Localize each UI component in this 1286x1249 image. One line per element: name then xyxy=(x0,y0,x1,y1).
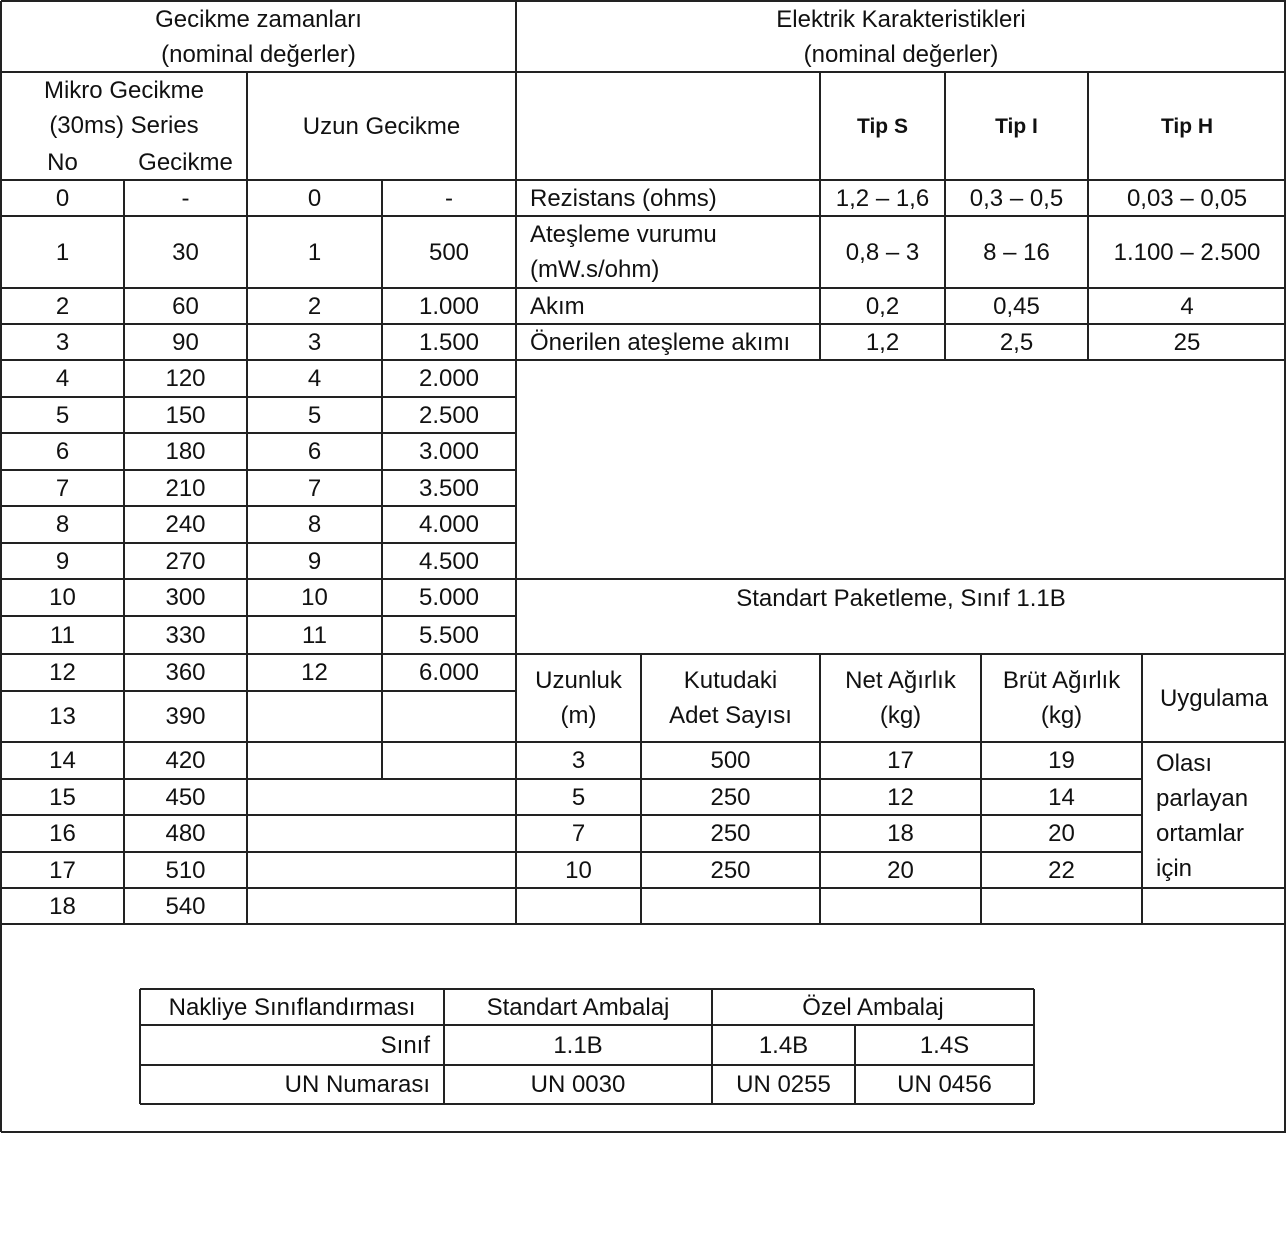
long-delay-cell: 4.000 xyxy=(418,511,480,538)
micro-delay-cell: 240 xyxy=(165,511,206,538)
electrical-title: Elektrik Karakteristikleri (nominal değerler) xyxy=(776,5,1026,68)
electrical-cell: 25 xyxy=(1173,328,1201,356)
packaging-title: Standart Paketleme, Sınıf 1.1B xyxy=(736,584,1066,612)
micro-delay-cell: 150 xyxy=(165,401,206,429)
micro-delay-cell: 480 xyxy=(165,820,206,847)
packaging-cell: 17 xyxy=(887,747,914,774)
delays-title: Gecikme zamanları (nominal değerler) xyxy=(155,5,362,68)
micro-no-cell: 5 xyxy=(55,401,70,429)
packaging-cell: 12 xyxy=(887,783,914,811)
micro-no-cell: 15 xyxy=(49,783,76,811)
long-no-cell: 3 xyxy=(307,328,322,356)
long-delay-cell: 2.000 xyxy=(418,365,480,392)
long-delay-cell: 3.000 xyxy=(418,438,480,465)
long-no-cell: 7 xyxy=(307,474,322,502)
long-delay-cell: 3.500 xyxy=(418,474,480,502)
packaging-cell: 500 xyxy=(710,747,751,774)
type-h-header: Tip H xyxy=(1160,114,1214,138)
type-i-header: Tip I xyxy=(995,114,1038,138)
electrical-cell: 0,2 xyxy=(865,292,900,320)
micro-delay-cell: - xyxy=(181,184,190,212)
micro-no-cell: 13 xyxy=(49,703,76,730)
long-no-cell: 2 xyxy=(307,292,322,320)
packaging-cell: 5 xyxy=(571,783,586,811)
electrical-cell: 0,45 xyxy=(993,292,1040,320)
micro-delay-cell: 120 xyxy=(165,365,206,392)
electrical-cell: 4 xyxy=(1180,292,1194,320)
electrical-row-label: Önerilen ateşleme akımı xyxy=(530,328,791,356)
micro-no-cell: 17 xyxy=(49,856,76,884)
long-delay-cell: 500 xyxy=(428,238,470,266)
micro-no-cell: 6 xyxy=(55,438,70,465)
packaging-cell: 14 xyxy=(1048,783,1075,811)
packaging-cell: 22 xyxy=(1048,856,1075,884)
electrical-row-label: Rezistans (ohms) xyxy=(530,184,717,212)
long-delay-cell: 5.500 xyxy=(418,621,480,649)
shipping-special-header: Özel Ambalaj xyxy=(802,993,944,1021)
micro-delay-cell: 420 xyxy=(165,747,206,774)
micro-delay-cell: 300 xyxy=(165,584,206,611)
micro-no-cell: 8 xyxy=(55,511,70,538)
long-no-cell: 12 xyxy=(301,659,328,686)
micro-no-cell: 3 xyxy=(55,328,70,356)
micro-delay-cell: 450 xyxy=(165,783,206,811)
long-no-cell: 6 xyxy=(307,438,322,465)
shipping-class-value: 1.4B xyxy=(758,1031,809,1059)
micro-no-cell: 10 xyxy=(49,584,76,611)
shipping-class-label: Sınıf xyxy=(380,1031,430,1059)
packaging-gross-weight-header: Brüt Ağırlık (kg) xyxy=(1002,667,1121,729)
micro-delay-cell: 360 xyxy=(165,659,206,686)
micro-delay-cell: 390 xyxy=(165,703,206,730)
micro-no-cell: 1 xyxy=(55,238,70,266)
micro-no-cell: 12 xyxy=(49,659,76,686)
long-no-cell: 8 xyxy=(307,511,322,538)
long-no-cell: 9 xyxy=(307,547,322,575)
electrical-row-label: Ateşleme vurumu (mW.s/ohm) xyxy=(530,221,717,283)
packaging-cell: 250 xyxy=(710,783,751,811)
long-delay-cell: 2.500 xyxy=(418,401,480,429)
electrical-cell: 1,2 xyxy=(865,328,900,356)
long-no-cell: 1 xyxy=(307,238,322,266)
packaging-cell: 19 xyxy=(1048,747,1075,774)
packaging-length-header: Uzunluk (m) xyxy=(535,667,622,729)
micro-delay-col-header: Gecikme xyxy=(138,148,233,176)
micro-no-cell: 18 xyxy=(49,892,76,920)
micro-no-cell: 11 xyxy=(50,621,75,649)
electrical-cell: 0,8 – 3 xyxy=(845,238,920,266)
shipping-class-value: 1.1B xyxy=(553,1031,603,1059)
micro-no-header: No xyxy=(47,148,78,176)
electrical-cell: 1,2 – 1,6 xyxy=(835,184,930,212)
packaging-net-weight-header: Net Ağırlık (kg) xyxy=(845,667,956,729)
packaging-cell: 20 xyxy=(1048,820,1075,847)
shipping-un-value: UN 0255 xyxy=(736,1071,831,1098)
long-delay-cell: 5.000 xyxy=(418,584,480,611)
packaging-application-text: Olası parlayan ortamlar için xyxy=(1156,750,1249,882)
packaging-cell: 10 xyxy=(565,856,592,884)
long-delay-cell: 6.000 xyxy=(418,659,480,686)
long-delay-cell: 1.000 xyxy=(418,292,480,320)
electrical-cell: 8 – 16 xyxy=(983,238,1050,266)
packaging-cell: 7 xyxy=(571,820,586,847)
long-no-cell: 5 xyxy=(307,401,322,429)
long-no-cell: 0 xyxy=(307,184,322,212)
packaging-cell: 250 xyxy=(710,856,751,884)
packaging-cell: 3 xyxy=(571,747,586,774)
shipping-header: Nakliye Sınıflandırması xyxy=(168,993,416,1021)
micro-delay-cell: 510 xyxy=(165,856,206,884)
long-no-cell: 4 xyxy=(307,365,322,392)
micro-delay-cell: 270 xyxy=(165,547,206,575)
long-delay-cell: 1.500 xyxy=(418,328,480,356)
electrical-cell: 1.100 – 2.500 xyxy=(1113,238,1261,266)
micro-delay-header: Mikro Gecikme (30ms) Series xyxy=(43,77,205,139)
electrical-row-label: Akım xyxy=(530,292,585,320)
micro-no-cell: 14 xyxy=(49,747,76,774)
shipping-standard-header: Standart Ambalaj xyxy=(486,993,670,1021)
long-no-cell: 11 xyxy=(302,621,327,649)
micro-delay-cell: 210 xyxy=(165,474,206,502)
type-s-header: Tip S xyxy=(857,114,908,138)
long-delay-header: Uzun Gecikme xyxy=(302,112,461,140)
packaging-count-header: Kutudaki Adet Sayısı xyxy=(669,667,792,729)
micro-delay-cell: 330 xyxy=(165,621,206,649)
electrical-cell: 0,03 – 0,05 xyxy=(1126,184,1248,212)
micro-delay-cell: 180 xyxy=(165,438,206,465)
micro-no-cell: 7 xyxy=(55,474,70,502)
micro-delay-cell: 60 xyxy=(172,292,199,320)
micro-delay-cell: 30 xyxy=(172,238,199,266)
shipping-class-value: 1.4S xyxy=(919,1031,970,1059)
micro-no-cell: 4 xyxy=(55,365,70,392)
packaging-cell: 18 xyxy=(887,820,914,847)
packaging-cell: 250 xyxy=(710,820,751,847)
micro-no-cell: 16 xyxy=(49,820,76,847)
packaging-application-header: Uygulama xyxy=(1159,684,1269,712)
micro-no-cell: 0 xyxy=(55,184,70,212)
shipping-un-value: UN 0030 xyxy=(530,1071,626,1098)
micro-delay-cell: 540 xyxy=(165,892,206,920)
electrical-cell: 0,3 – 0,5 xyxy=(969,184,1064,212)
micro-delay-cell: 90 xyxy=(172,328,199,356)
long-delay-cell: 4.500 xyxy=(418,547,480,575)
micro-no-cell: 2 xyxy=(55,292,70,320)
shipping-un-value: UN 0456 xyxy=(897,1071,992,1098)
long-delay-cell: - xyxy=(445,184,453,212)
electrical-cell: 2,5 xyxy=(999,328,1034,356)
shipping-un-label: UN Numarası xyxy=(284,1071,430,1098)
packaging-cell: 20 xyxy=(887,856,914,884)
micro-no-cell: 9 xyxy=(55,547,70,575)
long-no-cell: 10 xyxy=(301,584,328,611)
